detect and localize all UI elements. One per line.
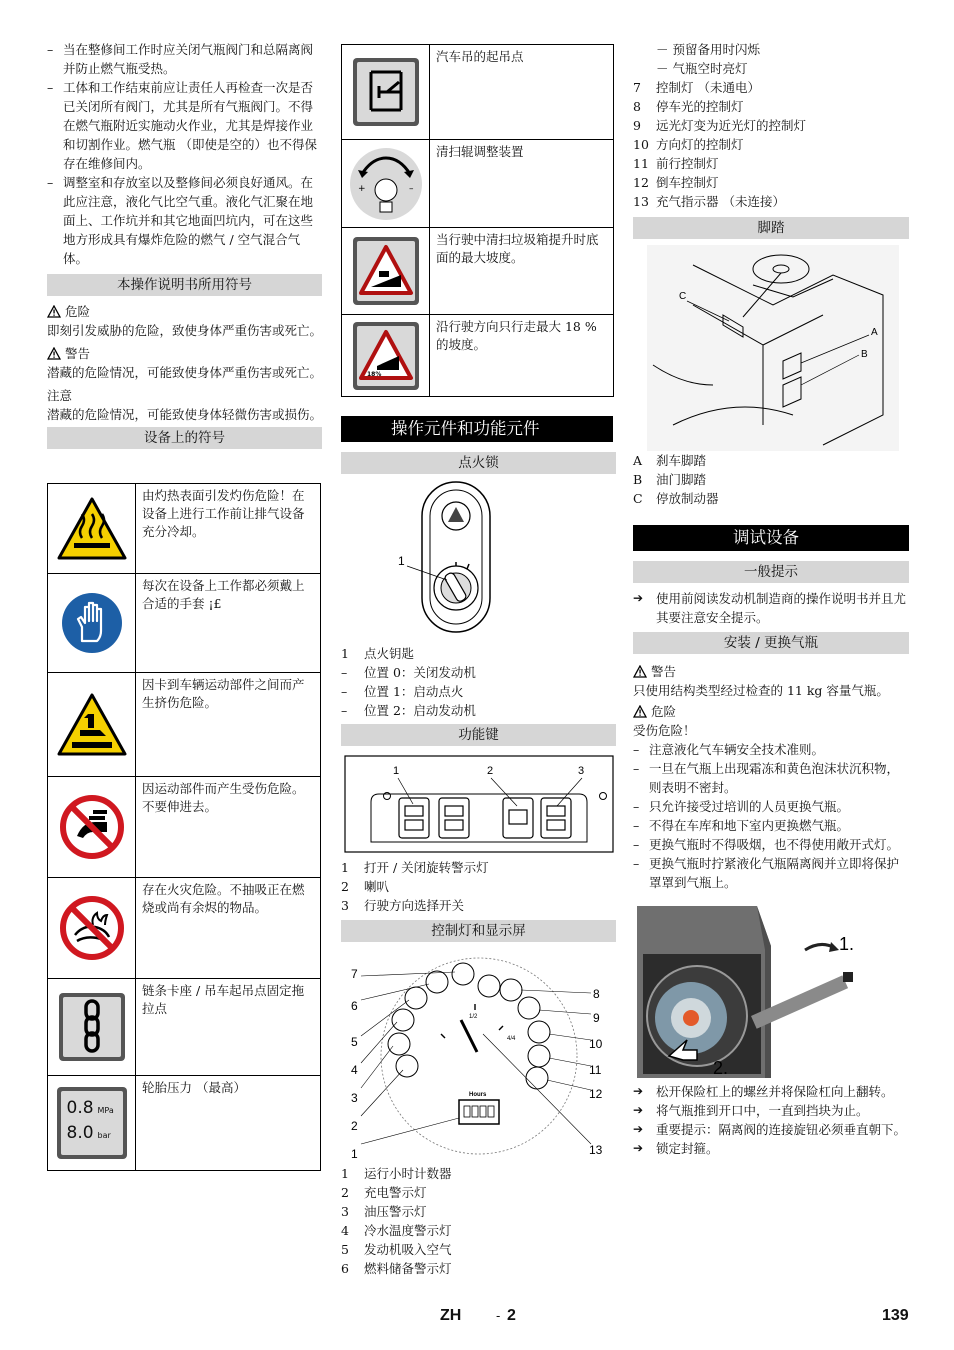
list-item: 3 行驶方向选择开关 [341, 898, 465, 913]
svg-text:C: C [679, 291, 687, 302]
list-item: 13 充气指示器 （未连接） [633, 194, 785, 209]
list-item: 12 倒车控制灯 [633, 175, 719, 190]
chain-icon [57, 991, 127, 1063]
svg-text:1.: 1. [839, 934, 855, 954]
list-item: ➔ 重要提示：隔离阀的连接旋钮必须垂直朝下。 [633, 1122, 907, 1137]
section-heading-install-cylinder: 安装 / 更换气瓶 [633, 632, 909, 654]
arrow-icon: ➔ [633, 1084, 644, 1098]
cylinder-photo [633, 906, 909, 1078]
svg-text:B: B [861, 349, 868, 360]
section-heading-function-keys: 功能键 [341, 724, 616, 746]
gloves-icon [60, 591, 124, 655]
hazard-icon [448, 507, 464, 522]
crush-hazard-icon [56, 692, 128, 758]
table-row: + – 清扫辊调整装置 [342, 140, 613, 228]
table-row: 18% 沿行驶方向只行走最大 18 % 的坡度。 [342, 315, 613, 396]
list-item: 11 前行控制灯 [633, 156, 719, 171]
list-item: 3 油压警示灯 [341, 1204, 427, 1219]
column-right [633, 40, 909, 1158]
ignition-switch-figure [341, 480, 616, 636]
svg-text:6: 6 [351, 999, 358, 1013]
function-keys-figure [341, 754, 616, 854]
warning-label: 警告 [47, 344, 322, 363]
svg-text:+: + [357, 183, 366, 194]
section-heading-pedals: 脚踏 [633, 217, 909, 239]
danger-label: 危险 [47, 302, 322, 321]
gauge-panel-figure [341, 948, 616, 1160]
svg-text:Hours: Hours [469, 1092, 487, 1098]
list-item: – 位置 0：关闭发动机 [341, 665, 476, 680]
list-item: 6 燃料储备警示灯 [341, 1261, 452, 1276]
list-item: – 更换气瓶时不得吸烟，也不得使用敞开式灯。 [633, 837, 900, 852]
list-item: 9 远光灯变为近光灯的控制灯 [633, 118, 807, 133]
svg-text:9: 9 [593, 1011, 600, 1025]
note-label: 注意 [47, 388, 73, 403]
table-row: 链条卡座 / 吊车起吊点固定拖拉点 [48, 979, 320, 1076]
section-heading-ignition: 点火锁 [341, 452, 616, 474]
list-item: A 刹车脚踏 [633, 453, 707, 468]
section-heading-control-lights: 控制灯和显示屏 [341, 920, 616, 942]
list-item: – 注意液化气车辆安全技术准则。 [633, 742, 825, 757]
svg-text:–: – [408, 183, 413, 194]
list-item: 1 打开 / 关闭旋转警示灯 [341, 860, 489, 875]
section-title-commissioning: 调试设备 [633, 525, 909, 551]
svg-text:2: 2 [487, 765, 494, 777]
list-item: － 气瓶空时亮灯 [656, 61, 748, 76]
svg-text:7: 7 [351, 967, 358, 981]
section-heading-general: 一般提示 [633, 561, 909, 583]
section-title-controls: 操作元件和功能元件 [341, 416, 613, 442]
svg-text:12: 12 [589, 1087, 603, 1101]
svg-text:18%: 18% [366, 370, 381, 378]
hot-surface-icon [56, 496, 128, 562]
list-item: ➔ 将气瓶推到开口中，一直到挡块为止。 [633, 1103, 869, 1118]
svg-text:1/2: 1/2 [469, 1014, 478, 1020]
list-item: – 一旦在气瓶上出现霜冻和黄色泡沫状沉积物，则表明不密封。 [633, 761, 900, 795]
tire-pressure-icon: 0.8 MPa 8.0 bar [57, 1087, 127, 1159]
warning-text: 只使用结构类型经过检查的 11 kg 容量气瓶。 [633, 683, 889, 698]
svg-text:1: 1 [393, 765, 400, 777]
warning-text: 潜藏的危险情况，可能致使身体严重伤害或死亡。 [47, 365, 323, 380]
warning-triangle-icon [47, 305, 61, 318]
warning-triangle-icon [633, 665, 647, 678]
list-item: – 位置 2：启动发动机 [341, 703, 476, 718]
page-number: 139 [882, 1307, 909, 1324]
svg-text:4: 4 [351, 1063, 358, 1077]
table-row: 因卡到车辆运动部件之间而产生挤伤危险。 [48, 673, 320, 777]
column-left [47, 40, 322, 1171]
section-heading-device-symbols: 设备上的符号 [47, 427, 322, 449]
list-item: 8 停车光的控制灯 [633, 99, 744, 114]
broom-adjust-icon [348, 146, 424, 222]
list-item: － 预留备用时闪烁 [656, 42, 760, 57]
svg-text:4/4: 4/4 [507, 1036, 516, 1042]
table-row: 由灼热表面引发灼伤危险！在设备上进行工作前让排气设备充分冷却。 [48, 484, 320, 574]
list-item: C 停放制动器 [633, 491, 719, 506]
footer-language: ZH [440, 1307, 462, 1324]
list-item: – 工体和工作结束前应让责任人再检查一次是否已关闭所有阀门，尤其是所有气瓶阀门。不得在燃气瓶附近实施动火作业，尤其是焊接作业和切割作业。燃气瓶 （即使是空的）也不得保存在维修间内。 [47, 80, 317, 171]
svg-text:11: 11 [589, 1063, 602, 1077]
svg-text:A: A [871, 327, 878, 338]
no-reach-in-icon [59, 794, 125, 860]
table-row: 当行驶中清扫垃圾箱提升时底面的最大坡度。 [342, 228, 613, 315]
list-item: 2 充电警示灯 [341, 1185, 427, 1200]
svg-text:1: 1 [351, 1147, 358, 1160]
list-item: – 不得在车库和地下室内更换燃气瓶。 [633, 818, 850, 833]
arrow-icon: ➔ [633, 1103, 644, 1117]
list-item: 5 发动机吸入空气 [341, 1242, 452, 1257]
list-item: 2 喇叭 [341, 879, 390, 894]
warning-triangle-icon [47, 347, 61, 360]
list-item: 1 点火钥匙 [341, 646, 415, 661]
cylinder-photo-figure [633, 906, 909, 1078]
danger-text: 即刻引发威胁的危险，致使身体严重伤害或死亡。 [47, 323, 323, 338]
pedal-figure [633, 245, 909, 451]
danger-label: 危险 [633, 702, 909, 721]
pedal-diagram [633, 245, 909, 451]
svg-text:3: 3 [578, 765, 585, 777]
list-item: B 油门脚踏 [633, 472, 707, 487]
list-item: ➔ 使用前阅读发动机制造商的操作说明书并且尤其要注意安全提示。 [633, 591, 907, 625]
warning-label: 警告 [633, 662, 909, 681]
svg-text:1: 1 [398, 554, 405, 568]
control-panel-diagram [341, 948, 617, 1160]
arrow-icon: ➔ [633, 1141, 644, 1155]
max-slope-icon [351, 320, 421, 392]
footer-dash: - [496, 1308, 501, 1323]
list-item: – 当在整修间工作时应关闭气瓶阀门和总隔离阀并防止燃气瓶受热。 [47, 42, 314, 76]
table-row: 0.8 MPa 8.0 bar 轮胎压力 （最高） [48, 1076, 320, 1170]
table-row: 因运动部件而产生受伤危险。不要伸进去。 [48, 777, 320, 878]
ignition-diagram [341, 480, 617, 636]
list-item: ➔ 松开保险杠上的螺丝并将保险杠向上翻转。 [633, 1084, 894, 1099]
svg-text:2: 2 [351, 1119, 358, 1133]
section-heading-symbols: 本操作说明书所用符号 [47, 274, 322, 296]
svg-text:5: 5 [351, 1035, 358, 1049]
arrow-icon: ➔ [633, 1122, 644, 1136]
list-item: – 调整室和存放室以及整修间必须良好通风。在此应注意，液化气比空气重。液化气汇聚在地面上、工作坑并和其它地面凹坑内，可在这些地方形成具有爆炸危险的燃气 / 空气混合气体。 [47, 175, 314, 266]
arrow-icon: ➔ [633, 591, 644, 605]
list-item: ➔ 锁定封箍。 [633, 1141, 719, 1156]
table-row: 每次在设备上工作都必须戴上合适的手套 ¡£ [48, 574, 320, 673]
no-burning-material-icon [59, 895, 125, 961]
svg-text:13: 13 [589, 1143, 603, 1157]
svg-text:10: 10 [589, 1037, 603, 1051]
footer-revision: 2 [507, 1307, 516, 1324]
note-text: 潜藏的危险情况，可能致使身体轻微伤害或损伤。 [47, 407, 323, 422]
slope-warning-icon [351, 235, 421, 307]
list-item: 1 运行小时计数器 [341, 1166, 452, 1181]
function-keys-diagram [341, 754, 617, 858]
svg-text:3: 3 [351, 1091, 358, 1105]
column-middle [341, 44, 617, 1278]
list-item: 10 方向灯的控制灯 [633, 137, 744, 152]
list-item: – 更换气瓶时拧紧液化气瓶隔离阀并立即将保护罩罩到气瓶上。 [633, 856, 900, 890]
list-item: 7 控制灯 （未通电） [633, 80, 760, 95]
device-symbols-table-2 [341, 44, 614, 397]
svg-text:2.: 2. [713, 1058, 729, 1078]
list-item: – 只允许接受过培训的人员更换气瓶。 [633, 799, 850, 814]
danger-subtitle: 受伤危险！ [633, 723, 696, 738]
device-symbols-table [47, 483, 321, 1171]
crane-lifting-point-icon [351, 56, 421, 128]
list-item: – 位置 1：启动点火 [341, 684, 464, 699]
table-row: 存在火灾危险。不抽吸正在燃烧或尚有余烬的物品。 [48, 878, 320, 979]
svg-text:8: 8 [593, 987, 600, 1001]
table-row: 汽车吊的起吊点 [342, 45, 613, 140]
list-item: 4 冷水温度警示灯 [341, 1223, 452, 1238]
warning-triangle-icon [633, 705, 647, 718]
